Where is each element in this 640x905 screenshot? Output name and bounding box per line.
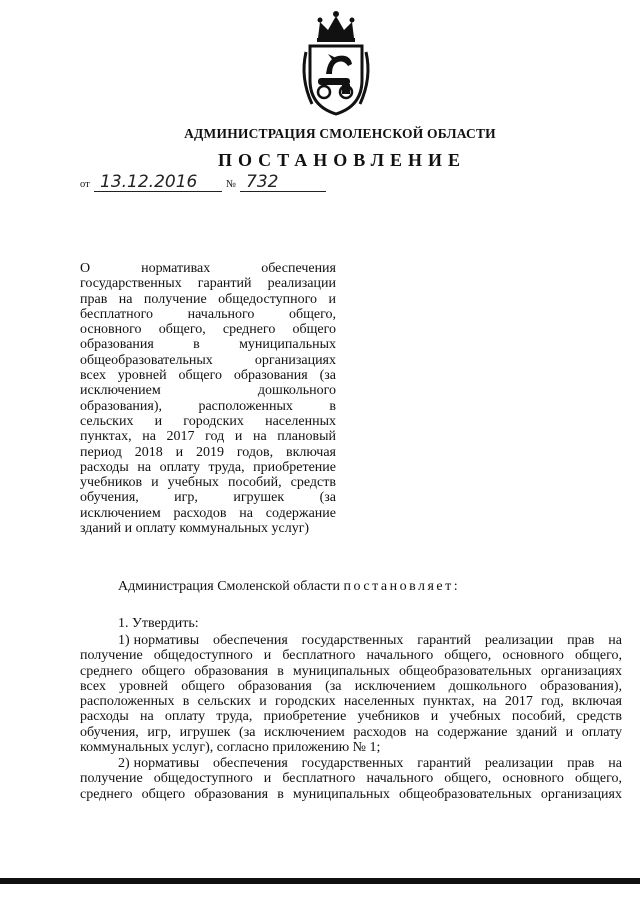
subpoint-number: 2) [118,756,130,771]
paragraph-line: обучения, игр, игрушек (за исключением расходов на содержание зданий и оплату [80,724,622,740]
paragraph-line: получение общедоступного и бесплатного начального общего, основного общего, [80,648,622,664]
title-line: общеобразовательных организациях [80,352,336,368]
date-value: 13.12.2016 [100,172,198,192]
number-value: 732 [246,172,279,192]
title-line: обучения, игр, игрушек (за [80,490,336,506]
title-line: государственных гарантий реализации [80,276,336,292]
document-title [80,261,336,536]
title-line: пунктах, на 2017 год и на плановый [80,429,336,445]
paragraph-line: всех уровней общего образования (за исключением дошкольного образования), [80,678,622,694]
title-line: период 2018 и 2019 годов, включая [80,444,336,460]
subpoint-1 [80,633,622,755]
title-line: исключением расходов на содержание [80,505,336,521]
title-line: зданий и оплату коммунальных услуг) [80,521,310,537]
title-line: прав на получение общедоступного и [80,291,336,307]
paragraph-line: расположенных в сельских и городских населенных пунктах, на 2017 год, включая [80,694,622,710]
title-line: всех уровней общего образования (за [80,368,336,384]
paragraph-line: коммунальных услуг), согласно приложению № 1; [80,740,381,756]
paragraph-line: среднего общего образования в муниципальных общеобразовательных организациях [80,786,622,802]
organization-name: АДМИНИСТРАЦИЯ СМОЛЕНСКОЙ ОБЛАСТИ [184,126,496,141]
subpoint-number: 1) [118,633,130,648]
resolution-intro [118,579,460,594]
title-line: образования), расположенных в [80,398,336,414]
title-line: сельских и городских населенных [80,413,336,429]
scan-bottom-border [0,878,640,884]
title-line: образования в муниципальных [80,337,336,353]
title-line: учебников и учебных пособий, средств [80,475,336,491]
intro-text: Администрация Смоленской области [118,579,341,594]
paragraph-line: 2) нормативы обеспечения государственных гарантий реализации прав на [118,756,622,771]
smolensk-coat-of-arms-icon [298,8,374,120]
date-prefix: от [80,179,90,190]
subpoint-2 [80,756,622,802]
resolves-word: постановляет: [343,579,461,594]
title-line: О нормативах обеспечения [80,261,336,276]
title-line: расходы на оплату труда, приобретение [80,459,336,475]
date-number-line [80,172,340,194]
number-prefix: № [226,179,237,190]
title-line: бесплатного начального общего, [80,306,336,322]
paragraph-line: среднего общего образования в муниципальных общеобразовательных организациях [80,663,622,679]
title-line: основного общего, среднего общего [80,322,336,338]
paragraph-line: получение общедоступного и бесплатного начального общего, основного общего, [80,771,622,787]
paragraph-line: 1) нормативы обеспечения государственных гарантий реализации прав на [118,633,622,648]
document-type: ПОСТАНОВЛЕНИЕ [217,150,467,170]
point-1-heading: 1. Утвердить: [118,616,199,631]
paragraph-line: расходы на оплату труда, приобретение учебников и учебных пособий, средств [80,709,622,725]
title-line: исключением дошкольного [80,383,336,399]
